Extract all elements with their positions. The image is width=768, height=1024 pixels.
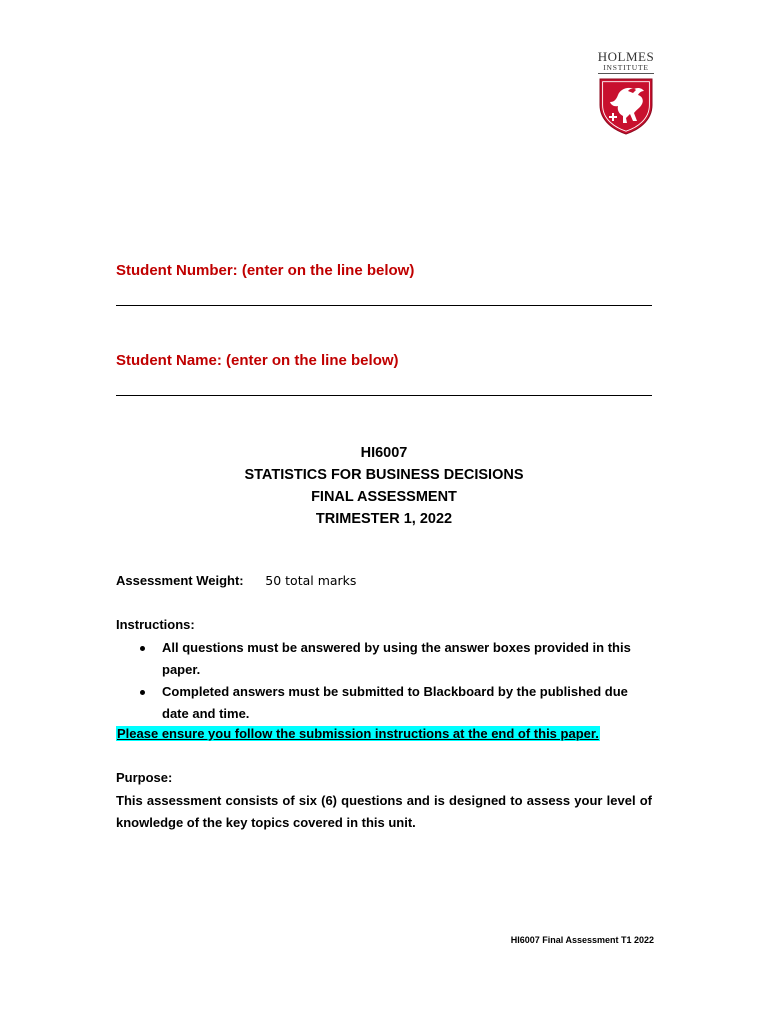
logo-line2: INSTITUTE [598, 64, 654, 74]
trimester: TRIMESTER 1, 2022 [315, 511, 453, 527]
unit-code: HI6007 [360, 445, 408, 461]
instruction-item [116, 681, 652, 725]
bullet-icon [140, 646, 145, 651]
assessment-type: FINAL ASSESSMENT [311, 489, 457, 505]
instruction-text: All questions must be answered by using the answer boxes provided in this paper. [162, 640, 631, 677]
student-number-line[interactable] [116, 305, 652, 306]
page-footer: HI6007 Final Assessment T1 2022 [510, 935, 654, 945]
instruction-item [116, 637, 652, 681]
bullet-icon [140, 690, 145, 695]
student-name-line[interactable] [116, 395, 652, 396]
unit-name: STATISTICS FOR BUSINESS DECISIONS [244, 467, 524, 483]
instructions-list [116, 637, 652, 725]
assessment-weight [116, 573, 356, 588]
submission-note: Please ensure you follow the submission instructions at the end of this paper. [117, 726, 599, 741]
griffin-shield-icon [598, 77, 654, 135]
weight-value: 50 total marks [265, 573, 357, 588]
instruction-text: Completed answers must be submitted to Blackboard by the published due date and time. [162, 684, 628, 721]
weight-label: Assessment Weight: [116, 573, 244, 588]
holmes-institute-logo [594, 50, 658, 135]
student-number-label: Student Number: (enter on the line below) [116, 262, 415, 279]
assessment-title-block [116, 442, 652, 530]
logo-line1: HOLMES [597, 49, 655, 64]
purpose-text: This assessment consists of six (6) questions and is designed to assess your level of knowledge of the key topics covered in this unit. [116, 793, 652, 830]
instructions-heading: Instructions: [116, 617, 195, 632]
student-name-label: Student Name: (enter on the line below) [116, 352, 399, 369]
purpose-heading: Purpose: [116, 770, 173, 785]
